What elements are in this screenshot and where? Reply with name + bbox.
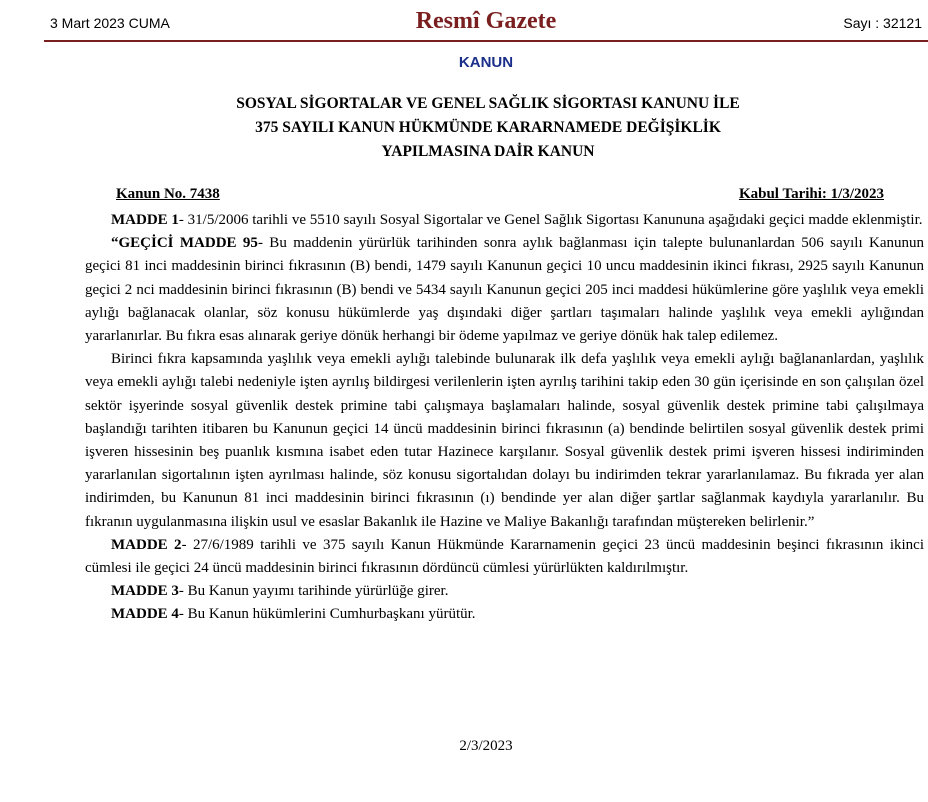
article-text: - Bu maddenin yürürlük tarihinden sonra aylık bağlanması için talepte bulunanlardan 506 sayılı Kanunun geçici 81 inci maddesinin birinci fıkrasının (B) bendi, 1479 sayılı Kanunun geçici 10 uncu maddesinin ikinci fıkrası, 2925 sayılı Kanunun geçici 2 nci maddesinin birinci fıkrasının (B) bendi ve 5434 sayılı Kanunun geçici 205 inci maddesi hükümlerine göre yaşlılık veya emekli aylığı bağlanacak olanlar, söz konusu hükümlerde yaş dışındaki diğer şartları taşımaları halinde yaşlılık veya emekli aylığından yararlanırlar. Bu fıkra esas alınarak geriye dönük herhangi bir ödeme yapılmaz ve geriye dönük hak talep edilemez. [85, 235, 924, 345]
article-label: “GEÇİCİ MADDE 95 [111, 235, 258, 252]
article-paragraph [85, 232, 924, 348]
article-label: MADDE 4 [111, 606, 179, 623]
article-paragraph [85, 209, 924, 232]
law-number: Kanun No. 7438 [116, 186, 220, 202]
law-body [85, 209, 924, 627]
article-label: MADDE 2 [111, 536, 182, 553]
acceptance-date: Kabul Tarihi: 1/3/2023 [738, 186, 884, 202]
article-label: MADDE 3 [111, 583, 179, 600]
section-heading: KANUN [458, 54, 514, 71]
article-paragraph [85, 603, 924, 626]
law-title [90, 92, 886, 164]
law-title-line: SOSYAL SİGORTALAR VE GENEL SAĞLIK SİGORTASI KANUNU İLE [236, 95, 740, 112]
article-text: - 27/6/1989 tarihli ve 375 sayılı Kanun Hükmünde Kararnamenin geçici 23 üncü maddesinin beşinci fıkrasının ikinci cümlesi ile geçici 24 üncü maddesinin birinci fıkrasının dördüncü cümlesi yürürlükten kaldırılmıştır. [85, 536, 924, 577]
law-title-line: 375 SAYILI KANUN HÜKMÜNDE KARARNAMEDE DEĞİŞİKLİK [255, 119, 721, 136]
article-text: Birinci fıkra kapsamında yaşlılık veya emekli aylığı talebinde bulunarak ilk defa yaşlılık veya emekli aylığı bağlananlardan, yaşlılık veya emekli aylığı talebi nedeniyle işten ayrılış bildirgesi verilenlerin işten ayrılış tarihini takip eden 30 gün içerisinde en son çalışılan özel sektör işyerinde sosyal güvenlik destek primine tabi çalışmaya başlamaları halinde, sosyal güvenlik destek primine tabi çalışılmaya başlandığı tarihten itibaren bu Kanunun geçici 14 üncü maddesinin birinci fıkrasının (a) bendinde belirtilen sosyal güvenlik destek primi işveren hissesinin beş puanlık kısmına isabet eden tutar Hazinece karşılanır. Sosyal güvenlik destek primi işveren hissesi indiriminden yararlanılan sigortalının işten ayrılması halinde, söz konusu sigortalıdan dolayı bu indirimden tekrar yararlanılamaz. Bu fıkrada yer alan indirimden, bu Kanunun 81 inci maddesinin birinci fıkrasının (ı) bendinde yer alan diğer şartlar sağlanmak kaydıyla yararlanılır. Bu fıkranın uygulanmasına ilişkin usul ve esaslar Bakanlık ile Hazine ve Maliye Bakanlığı tarafından müştereken belirlenir.” [85, 351, 924, 530]
article-text: - 31/5/2006 tarihli ve 5510 sayılı Sosyal Sigortalar ve Genel Sağlık Sigortası Kanununa aşağıdaki geçici madde eklenmiştir. [178, 212, 923, 228]
issue-number: Sayı : 32121 [843, 15, 922, 31]
article-paragraph [85, 534, 924, 580]
gazette-header [44, 6, 928, 42]
article-label: MADDE 1 [111, 212, 179, 228]
article-text: - Bu Kanun hükümlerini Cumhurbaşkanı yürütür. [178, 606, 476, 623]
signature-date: 2/3/2023 [459, 738, 513, 754]
article-paragraph [85, 580, 924, 603]
header-date: 3 Mart 2023 CUMA [50, 15, 170, 31]
article-paragraph [85, 348, 924, 534]
article-text: - Bu Kanun yayımı tarihinde yürürlüğe girer. [178, 583, 449, 600]
law-title-line: YAPILMASINA DAİR KANUN [381, 143, 595, 160]
gazette-title: Resmî Gazete [415, 8, 557, 34]
